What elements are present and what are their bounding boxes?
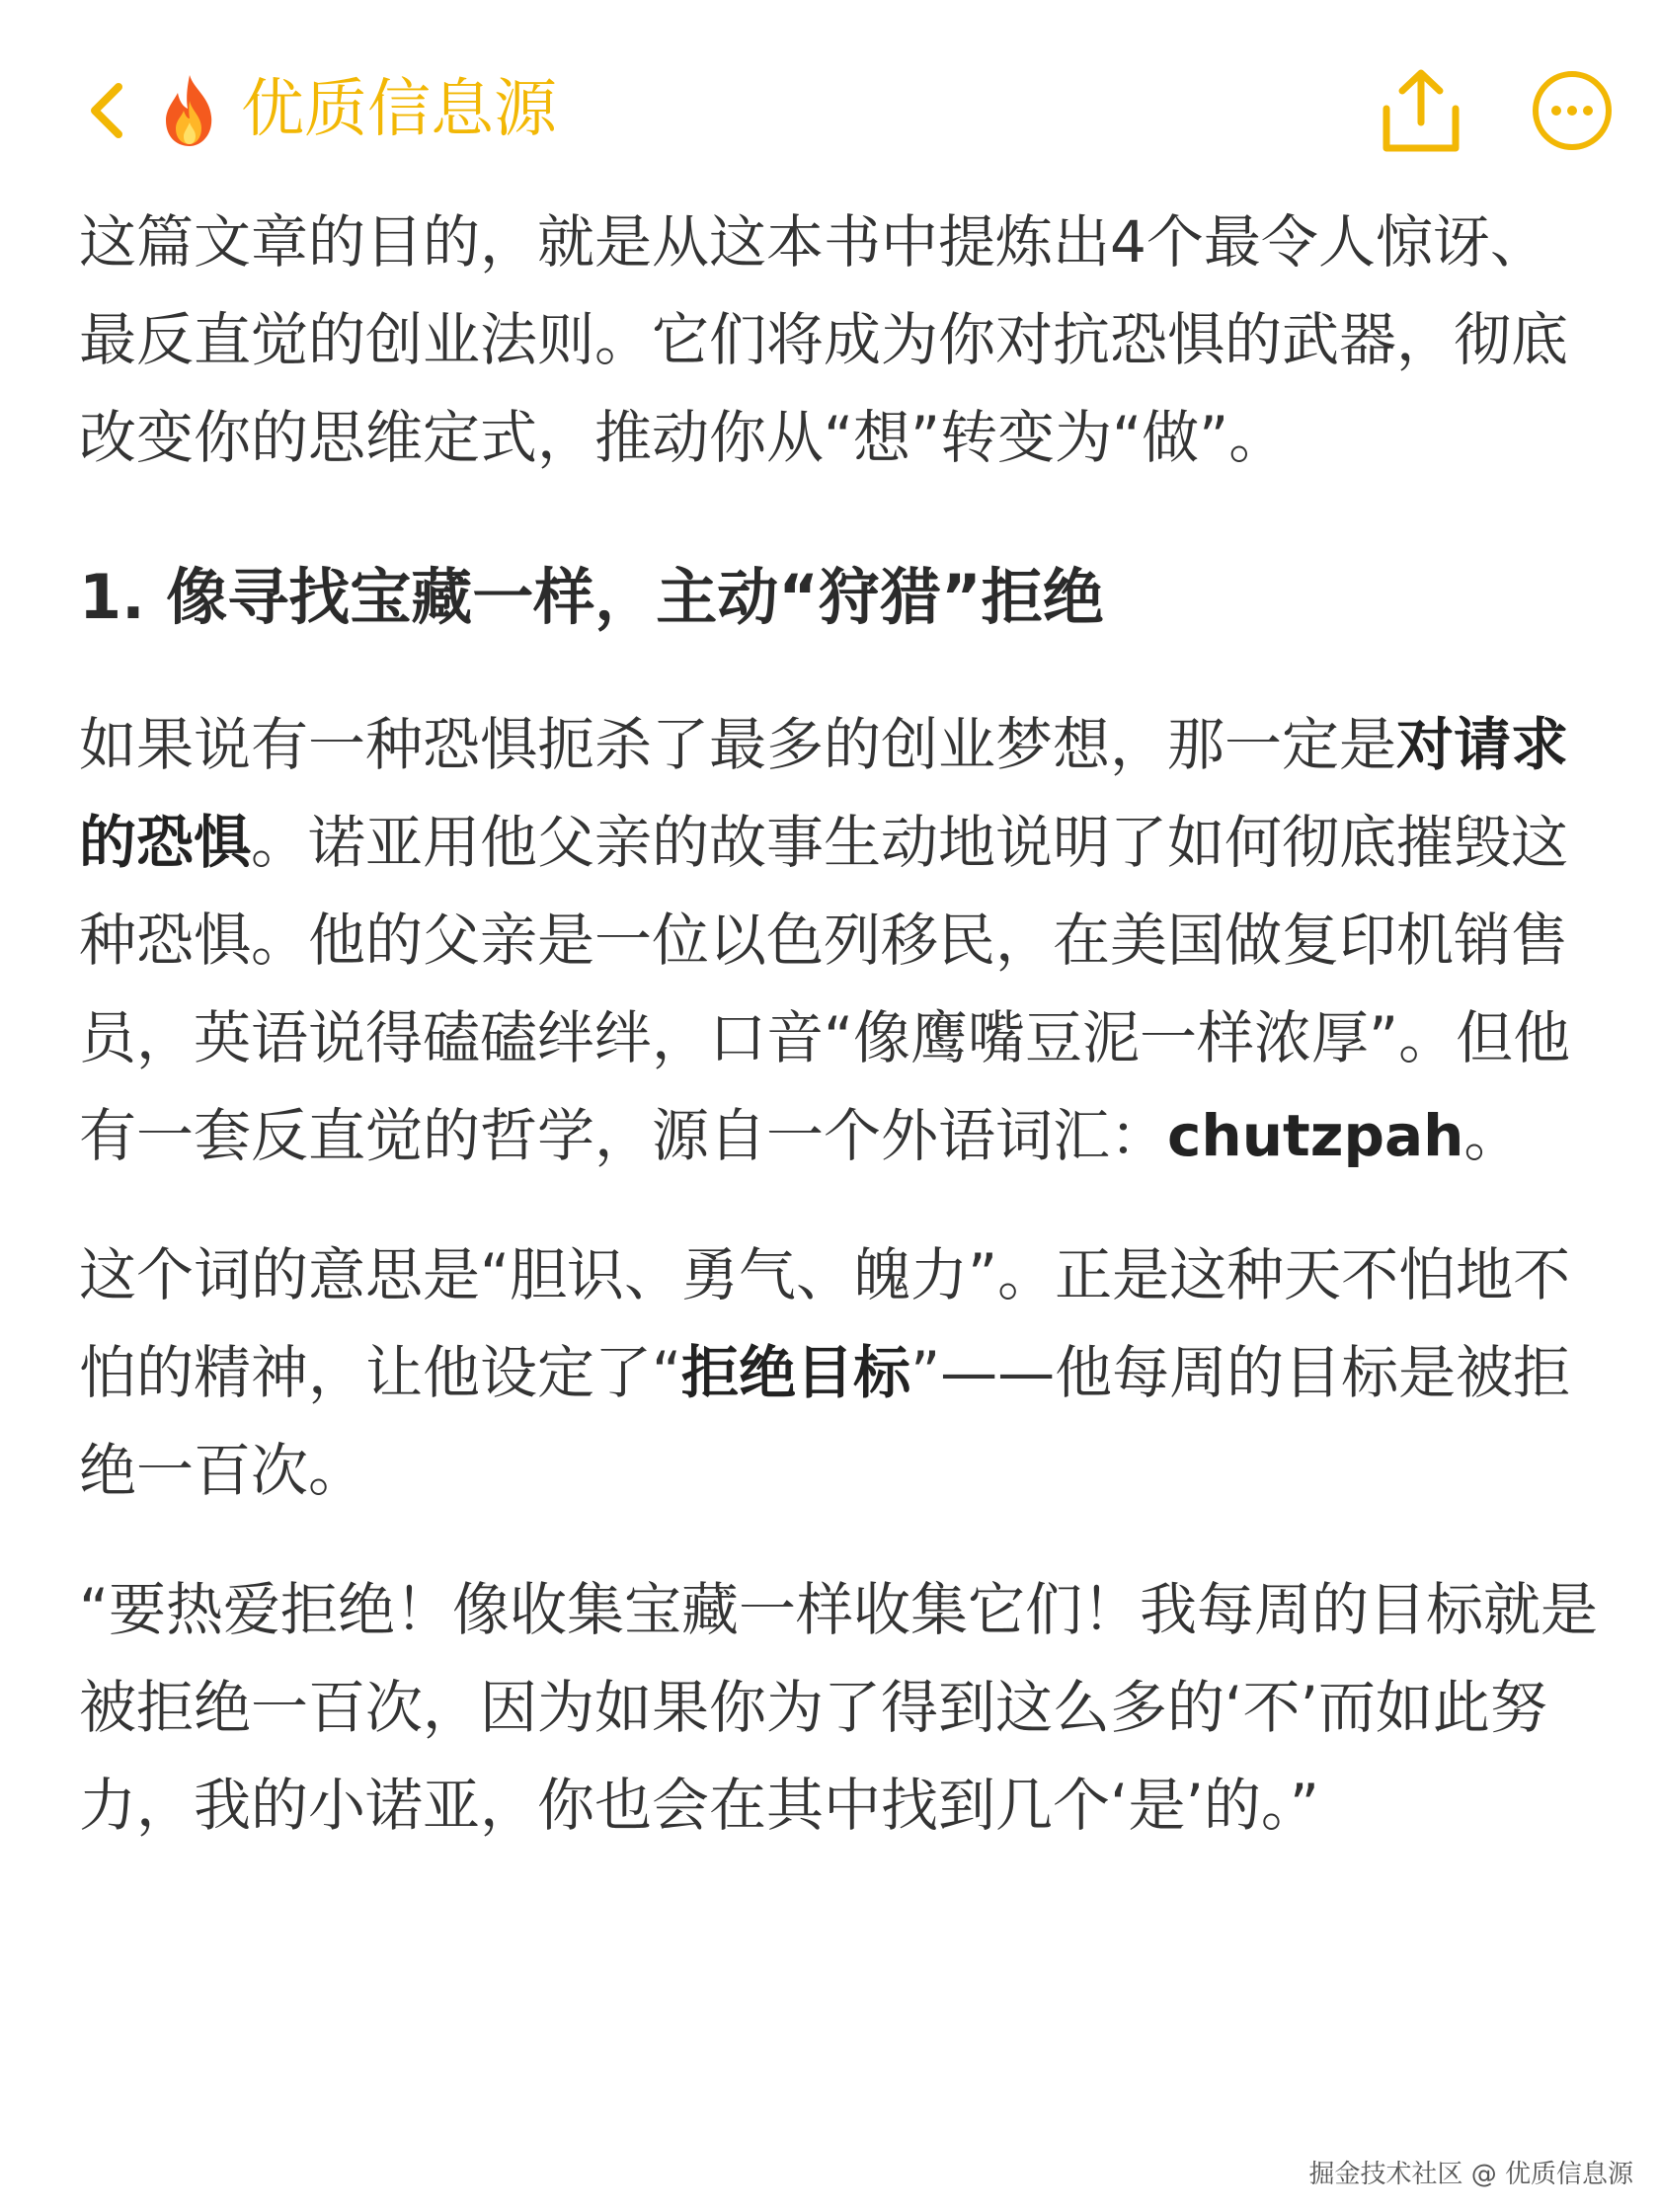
paragraph-text: 。诺亚用他父亲的故事生动地说明了如何彻底摧毁这种恐惧。他的父亲是一位以色列移民，在美国做复印机销售员，英语说得磕磕绊绊，口音“像鹰嘴豆泥一样浓厚”。但他有一套反直觉的哲学，源自一个外语词汇： — [79, 809, 1571, 1169]
paragraph-fear-of-asking — [79, 696, 1600, 1185]
bold-phrase: 拒绝目标 — [681, 1339, 911, 1406]
intro-paragraph: 这篇文章的目的，就是从这本书中提炼出4个最令人惊讶、最反直觉的创业法则。它们将成为你对抗恐惧的武器，彻底改变你的思维定式，推动你从“想”转变为“做”。 — [79, 208, 1569, 471]
chevron-left-icon — [81, 71, 140, 150]
paragraph-text: 这个词的意思是“胆识、勇气、魄力”。正是这种天不怕地不怕的精神，让他设定了“ — [79, 1241, 1571, 1406]
share-upload-icon — [1377, 63, 1465, 158]
page-title[interactable]: 优质信息源 — [241, 73, 557, 146]
top-navigation-bar — [0, 0, 1659, 198]
bold-term: chutzpah — [1167, 1102, 1464, 1169]
bold-phrase: 对请求的恐惧 — [79, 711, 1569, 876]
quote-paragraph: “要热爱拒绝！像收集宝藏一样收集它们！我每周的目标就是被拒绝一百次，因为如果你为了得到这么多的‘不’而如此努力，我的小诺亚，你也会在其中找到几个‘是’的。” — [79, 1576, 1599, 1839]
paragraph-text: ”——他每周的目标是被拒绝一百次。 — [79, 1339, 1571, 1504]
more-options-button[interactable] — [1531, 69, 1614, 152]
paragraph-text: 如果说有一种恐惧扼杀了最多的创业梦想，那一定是 — [79, 711, 1397, 778]
more-dots-icon — [1531, 69, 1614, 152]
paragraph-text: 。 — [1463, 1102, 1522, 1169]
watermark: 掘金技术社区 @ 优质信息源 — [1308, 2160, 1633, 2189]
paragraph-rejection-goal — [79, 1226, 1600, 1520]
back-button[interactable] — [81, 71, 140, 150]
share-button[interactable] — [1377, 63, 1465, 158]
fire-icon — [158, 71, 221, 150]
section-heading: 1. 像寻找宝藏一样，主动“狩猎”拒绝 — [79, 561, 1104, 633]
article-content — [79, 194, 1600, 1855]
